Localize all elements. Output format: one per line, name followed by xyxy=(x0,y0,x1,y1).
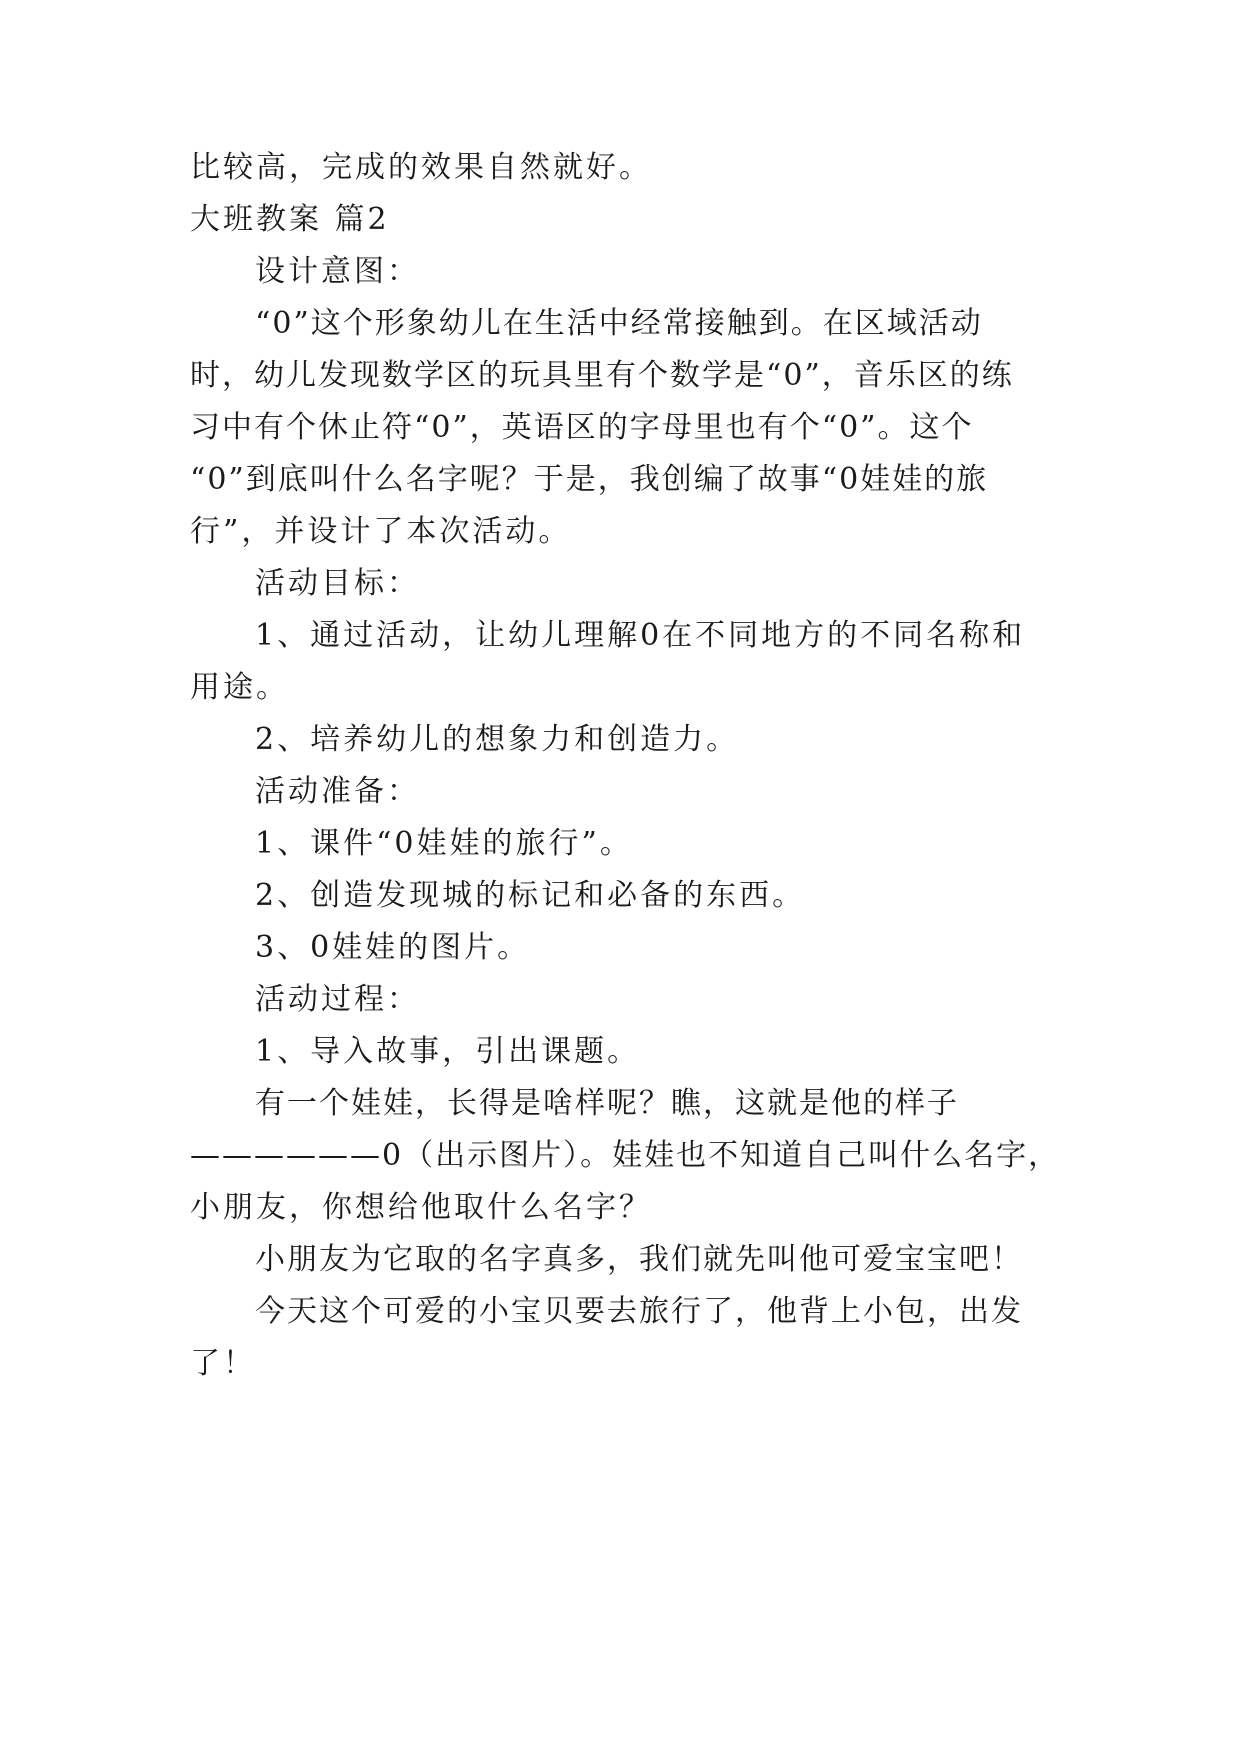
paragraph-line: ——————0（出示图片）。娃娃也不知道自己叫什么名字， xyxy=(190,1138,1061,1173)
list-item-continuation: 用途。 xyxy=(190,670,289,705)
paragraph-line: 有一个娃娃，长得是啥样呢？瞧，这就是他的样子 xyxy=(255,1086,959,1121)
paragraph-line: 比较高，完成的效果自然就好。 xyxy=(190,150,652,185)
subheading-activity-process: 活动过程： xyxy=(255,982,420,1017)
subheading-activity-goals: 活动目标： xyxy=(255,566,420,601)
subheading-design-intent: 设计意图： xyxy=(255,254,420,289)
paragraph-line: 习中有个休止符“0”，英语区的字母里也有个“0”。这个 xyxy=(190,410,974,445)
list-item: 1、课件“0娃娃的旅行”。 xyxy=(255,826,633,861)
subheading-activity-preparation: 活动准备： xyxy=(255,774,420,809)
list-item: 3、0娃娃的图片。 xyxy=(255,930,531,965)
paragraph-line: 小朋友，你想给他取什么名字？ xyxy=(190,1190,652,1225)
paragraph-line: “0”这个形象幼儿在生活中经常接触到。在区域活动 xyxy=(255,306,983,341)
paragraph-line: 了！ xyxy=(190,1346,256,1381)
paragraph-line: 行”，并设计了本次活动。 xyxy=(190,514,572,549)
list-item: 1、导入故事，引出课题。 xyxy=(255,1034,641,1069)
paragraph-line: “0”到底叫什么名字呢？于是，我创编了故事“0娃娃的旅 xyxy=(190,462,989,497)
list-item: 1、通过活动，让幼儿理解0在不同地方的不同名称和 xyxy=(255,618,1026,653)
section-heading: 大班教案 篇2 xyxy=(190,202,390,237)
paragraph-line: 今天这个可爱的小宝贝要去旅行了，他背上小包，出发 xyxy=(255,1294,1023,1329)
paragraph-line: 小朋友为它取的名字真多，我们就先叫他可爱宝宝吧！ xyxy=(255,1242,1023,1277)
list-item: 2、创造发现城的标记和必备的东西。 xyxy=(255,878,806,913)
list-item: 2、培养幼儿的想象力和创造力。 xyxy=(255,722,740,757)
paragraph-line: 时，幼儿发现数学区的玩具里有个数学是“0”，音乐区的练 xyxy=(190,358,1014,393)
